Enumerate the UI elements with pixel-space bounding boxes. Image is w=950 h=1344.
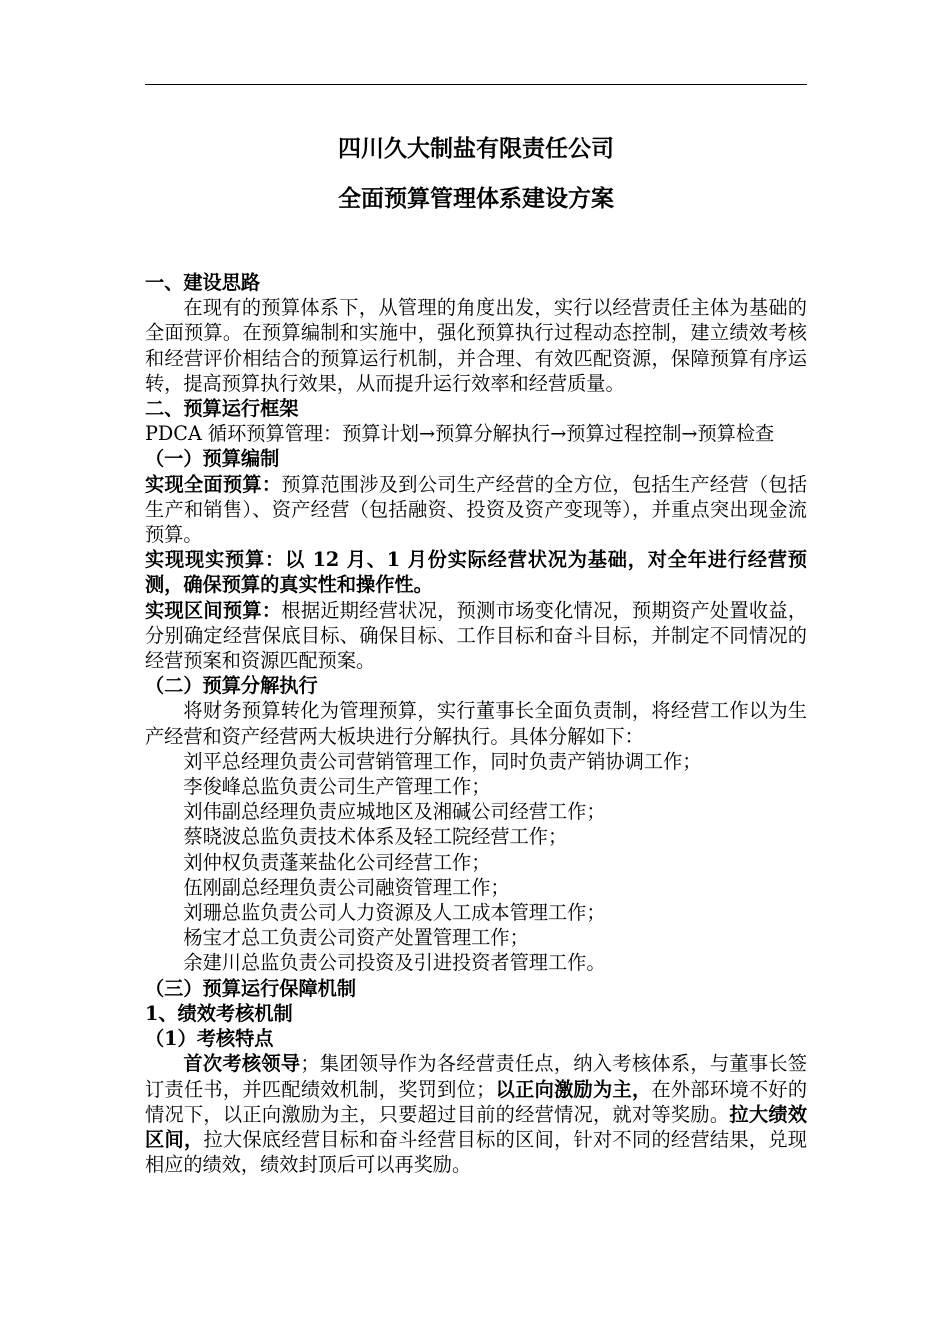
list-item: 伍刚副总经理负责公司融资管理工作； (183, 875, 510, 899)
section-heading-2: 二、预算运行框架 (145, 397, 299, 421)
plain-text: 拉大保底经营目标和奋斗经营目标的区间，针对不同的经营结果，兑现相应的绩效，绩效封顶后可以再奖励。 (145, 1127, 807, 1177)
assessment-paragraph (145, 1051, 807, 1177)
document-title: 全面预算管理体系建设方案 (338, 185, 614, 212)
subsection-heading-3: （三）预算运行保障机制 (145, 976, 357, 1000)
plain-text: ；集团领导作为各经营责任点，纳入考核体系，与董事长签订责任书，并匹配绩效机制，奖罚到位； (145, 1052, 808, 1101)
company-title: 四川久大制盐有限责任公司 (338, 135, 614, 162)
plain-text: 在外部环境不好的情况下，以正向激励为主，只要超过目前的经营情况，就对等奖励。 (145, 1077, 808, 1126)
section-1-paragraph: 在现有的预算体系下，从管理的角度出发，实行以经营责任主体为基础的全面预算。在预算编制和实施中，强化预算执行过程动态控制，建立绩效考核和经营评价相结合的预算运行机制，并合理、有效匹配资源，保障预算有序运转，提高预算执行效果，从而提升运行效率和经营质量。 (145, 296, 807, 395)
list-item: 刘仲权负责蓬莱盐化公司经营工作； (183, 850, 491, 874)
subsection-heading-2: （二）预算分解执行 (145, 674, 318, 698)
subsection-heading-1: （一）预算编制 (145, 447, 280, 471)
paragraph-label: 实现全面预算： (145, 472, 282, 496)
header-rule (145, 84, 807, 85)
list-item: 蔡晓波总监负责技术体系及轻工院经营工作； (183, 825, 568, 849)
budget-paragraph-1 (145, 472, 807, 548)
bold-phrase: 拉大绩效区间， (145, 1102, 808, 1151)
list-item: 刘平总经理负责公司营销管理工作，同时负责产销协调工作； (183, 749, 702, 773)
paragraph-text: 以 12 月、1 月份实际经营状况为基础，对全年进行经营预测，确保预算的真实性和操作性。 (145, 548, 807, 597)
paragraph-text: 根据近期经营状况，预测市场变化情况，预期资产处置收益，分别确定经营保底目标、确保目标、工作目标和奋斗目标，并制定不同情况的经营预案和资源匹配预案。 (145, 598, 808, 673)
list-item: 刘珊总监负责公司人力资源及人工成本管理工作； (183, 901, 606, 925)
features-heading: （1）考核特点 (145, 1027, 274, 1051)
document-body (145, 270, 807, 1177)
list-item: 余建川总监负责公司投资及引进投资者管理工作。 (183, 951, 606, 975)
list-item: 李俊峰总监负责公司生产管理工作； (183, 775, 491, 799)
bold-phrase: 以正向激励为主， (495, 1077, 652, 1101)
paragraph-label: 实现区间预算： (145, 598, 282, 622)
budget-paragraph-2 (145, 547, 807, 597)
list-item: 刘伟副总经理负责应城地区及湘碱公司经营工作； (183, 800, 606, 824)
section-heading-1: 一、建设思路 (145, 271, 261, 294)
list-item: 杨宝才总工负责公司资产处置管理工作； (183, 926, 529, 950)
paragraph-text: 预算范围涉及到公司生产经营的全方位，包括生产经营（包括生产和销售）、资产经营（包括融资、投资及资产变现等），并重点突出现金流预算。 (145, 472, 808, 547)
bold-phrase: 首次考核领导 (183, 1052, 301, 1076)
paragraph-label: 实现现实预算： (145, 548, 286, 572)
budget-paragraph-3 (145, 598, 807, 674)
decomposition-intro: 将财务预算转化为管理预算，实行董事长全面负责制，将经营工作以为生产经营和资产经营两大板块进行分解执行。具体分解如下： (145, 699, 807, 748)
mechanism-heading: 1、绩效考核机制 (145, 1001, 293, 1025)
pdca-line: PDCA 循环预算管理：预算计划→预算分解执行→预算过程控制→预算检查 (145, 422, 775, 446)
